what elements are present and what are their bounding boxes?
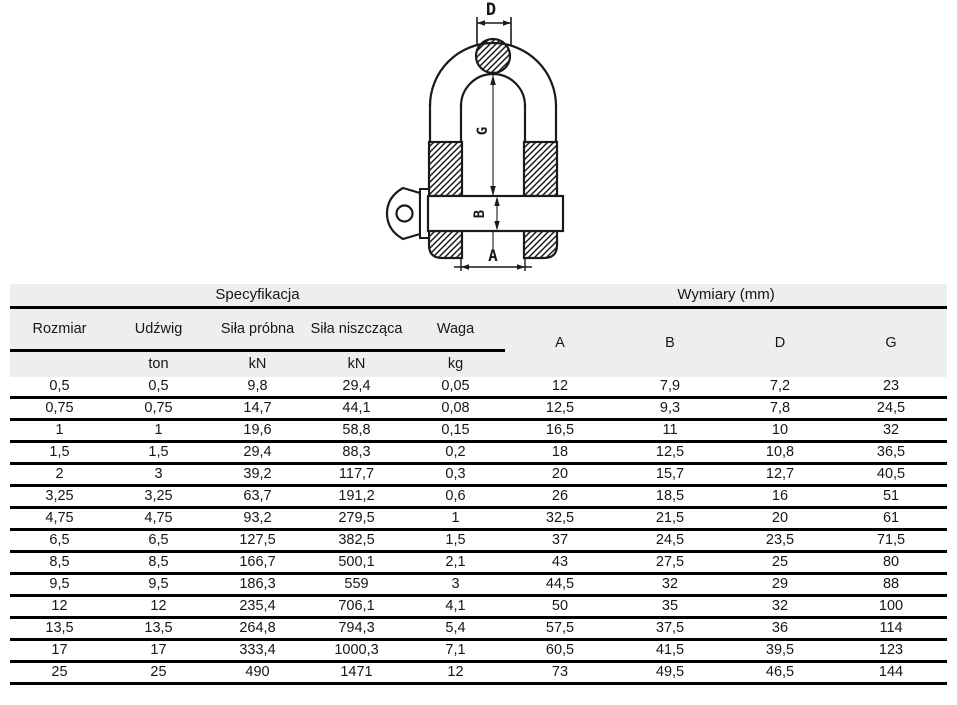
table-cell: 20 [725, 508, 835, 530]
table-cell: 0,75 [10, 398, 109, 420]
table-cell: 11 [615, 420, 725, 442]
col-header-a: A [505, 308, 615, 378]
table-cell: 235,4 [208, 596, 307, 618]
table-cell: 46,5 [725, 662, 835, 684]
table-cell: 18,5 [615, 486, 725, 508]
table-cell: 25 [109, 662, 208, 684]
table-cell: 9,5 [109, 574, 208, 596]
table-cell: 3 [109, 464, 208, 486]
table-cell: 88,3 [307, 442, 406, 464]
table-cell: 19,6 [208, 420, 307, 442]
table-cell: 3,25 [109, 486, 208, 508]
table-cell: 29,4 [307, 377, 406, 398]
table-cell: 6,5 [10, 530, 109, 552]
table-row [10, 530, 947, 552]
table-cell: 44,1 [307, 398, 406, 420]
table-cell: 24,5 [615, 530, 725, 552]
table-row [10, 552, 947, 574]
table-cell: 12,5 [505, 398, 615, 420]
table-cell: 559 [307, 574, 406, 596]
shackle-pin [428, 196, 563, 231]
spec-table-header [10, 284, 947, 377]
table-cell: 27,5 [615, 552, 725, 574]
table-cell: 1471 [307, 662, 406, 684]
unit-rozmiar [10, 351, 109, 378]
table-cell: 7,1 [406, 640, 505, 662]
table-row [10, 420, 947, 442]
table-cell: 1 [406, 508, 505, 530]
spec-table [10, 284, 947, 685]
table-cell: 13,5 [10, 618, 109, 640]
table-cell: 0,6 [406, 486, 505, 508]
table-cell: 0,2 [406, 442, 505, 464]
table-cell: 1000,3 [307, 640, 406, 662]
table-cell: 9,5 [10, 574, 109, 596]
table-cell: 58,8 [307, 420, 406, 442]
table-row [10, 442, 947, 464]
table-row [10, 574, 947, 596]
table-cell: 32 [615, 574, 725, 596]
table-cell: 16 [725, 486, 835, 508]
group-header-wymiary: Wymiary (mm) [505, 284, 947, 308]
table-cell: 17 [10, 640, 109, 662]
table-cell: 0,75 [109, 398, 208, 420]
table-cell: 73 [505, 662, 615, 684]
table-cell: 21,5 [615, 508, 725, 530]
table-cell: 264,8 [208, 618, 307, 640]
table-cell: 7,8 [725, 398, 835, 420]
table-cell: 3,25 [10, 486, 109, 508]
table-row [10, 508, 947, 530]
table-cell: 0,15 [406, 420, 505, 442]
table-cell: 13,5 [109, 618, 208, 640]
table-row [10, 398, 947, 420]
table-cell: 191,2 [307, 486, 406, 508]
table-cell: 1,5 [406, 530, 505, 552]
table-row [10, 596, 947, 618]
table-row [10, 486, 947, 508]
left-lower-lug [429, 231, 462, 258]
col-header-sila-probna: Siła próbna [208, 308, 307, 351]
spec-table-body [10, 377, 947, 684]
table-cell: 57,5 [505, 618, 615, 640]
table-cell: 37 [505, 530, 615, 552]
table-cell: 279,5 [307, 508, 406, 530]
unit-sila-niszczaca: kN [307, 351, 406, 378]
table-cell: 15,7 [615, 464, 725, 486]
table-cell: 51 [835, 486, 947, 508]
table-cell: 20 [505, 464, 615, 486]
table-cell: 25 [10, 662, 109, 684]
table-cell: 0,5 [109, 377, 208, 398]
table-cell: 12 [109, 596, 208, 618]
table-cell: 36,5 [835, 442, 947, 464]
table-cell: 23 [835, 377, 947, 398]
table-cell: 25 [725, 552, 835, 574]
table-cell: 0,05 [406, 377, 505, 398]
table-cell: 93,2 [208, 508, 307, 530]
table-cell: 44,5 [505, 574, 615, 596]
table-row [10, 618, 947, 640]
dim-label-a: A [488, 246, 498, 265]
table-cell: 0,08 [406, 398, 505, 420]
table-cell: 9,8 [208, 377, 307, 398]
table-cell: 0,3 [406, 464, 505, 486]
pin-eye-hole [397, 206, 413, 222]
table-cell: 794,3 [307, 618, 406, 640]
table-cell: 8,5 [10, 552, 109, 574]
table-cell: 3 [406, 574, 505, 596]
table-cell: 100 [835, 596, 947, 618]
table-cell: 24,5 [835, 398, 947, 420]
table-cell: 14,7 [208, 398, 307, 420]
col-header-waga: Waga [406, 308, 505, 351]
right-upper-lug [524, 142, 557, 196]
table-cell: 35 [615, 596, 725, 618]
table-row [10, 662, 947, 684]
table-cell: 186,3 [208, 574, 307, 596]
table-cell: 4,75 [10, 508, 109, 530]
table-cell: 49,5 [615, 662, 725, 684]
shackle-drawing-svg [380, 0, 610, 285]
table-cell: 382,5 [307, 530, 406, 552]
table-cell: 2,1 [406, 552, 505, 574]
table-cell: 12,7 [725, 464, 835, 486]
table-cell: 39,5 [725, 640, 835, 662]
table-cell: 9,3 [615, 398, 725, 420]
table-cell: 71,5 [835, 530, 947, 552]
table-cell: 29,4 [208, 442, 307, 464]
table-cell: 23,5 [725, 530, 835, 552]
dim-label-d: D [485, 0, 497, 20]
table-cell: 39,2 [208, 464, 307, 486]
dim-label-g: G [475, 126, 491, 136]
table-cell: 500,1 [307, 552, 406, 574]
unit-waga: kg [406, 351, 505, 378]
table-cell: 10,8 [725, 442, 835, 464]
table-cell: 4,1 [406, 596, 505, 618]
col-header-sila-niszczaca: Siła niszcząca [307, 308, 406, 351]
table-cell: 1 [10, 420, 109, 442]
table-cell: 0,5 [10, 377, 109, 398]
table-cell: 5,4 [406, 618, 505, 640]
col-header-b: B [615, 308, 725, 378]
table-cell: 490 [208, 662, 307, 684]
table-cell: 6,5 [109, 530, 208, 552]
unit-sila-probna: kN [208, 351, 307, 378]
table-cell: 2 [10, 464, 109, 486]
col-header-rozmiar: Rozmiar [10, 308, 109, 351]
table-cell: 32,5 [505, 508, 615, 530]
table-cell: 4,75 [109, 508, 208, 530]
table-cell: 41,5 [615, 640, 725, 662]
table-cell: 114 [835, 618, 947, 640]
table-cell: 123 [835, 640, 947, 662]
table-cell: 333,4 [208, 640, 307, 662]
table-cell: 17 [109, 640, 208, 662]
table-cell: 1 [109, 420, 208, 442]
unit-udzwig: ton [109, 351, 208, 378]
right-lower-lug [524, 231, 557, 258]
table-row [10, 464, 947, 486]
table-cell: 7,2 [725, 377, 835, 398]
table-cell: 61 [835, 508, 947, 530]
table-cell: 36 [725, 618, 835, 640]
table-cell: 40,5 [835, 464, 947, 486]
table-cell: 16,5 [505, 420, 615, 442]
table-cell: 43 [505, 552, 615, 574]
dim-label-b: B [472, 209, 488, 219]
table-cell: 63,7 [208, 486, 307, 508]
table-cell: 144 [835, 662, 947, 684]
left-upper-lug [429, 142, 462, 196]
table-cell: 1,5 [10, 442, 109, 464]
table-cell: 37,5 [615, 618, 725, 640]
shackle-diagram [380, 0, 610, 285]
table-cell: 127,5 [208, 530, 307, 552]
table-cell: 7,9 [615, 377, 725, 398]
table-cell: 706,1 [307, 596, 406, 618]
table-cell: 60,5 [505, 640, 615, 662]
col-header-g: G [835, 308, 947, 378]
table-cell: 80 [835, 552, 947, 574]
group-header-specyfikacja: Specyfikacja [10, 284, 505, 308]
table-cell: 12 [10, 596, 109, 618]
col-header-d: D [725, 308, 835, 378]
table-cell: 166,7 [208, 552, 307, 574]
table-cell: 12,5 [615, 442, 725, 464]
table-cell: 32 [835, 420, 947, 442]
table-cell: 29 [725, 574, 835, 596]
table-cell: 12 [406, 662, 505, 684]
table-cell: 26 [505, 486, 615, 508]
table-cell: 12 [505, 377, 615, 398]
table-cell: 10 [725, 420, 835, 442]
col-header-udzwig: Udźwig [109, 308, 208, 351]
table-cell: 18 [505, 442, 615, 464]
table-row [10, 377, 947, 398]
table-cell: 117,7 [307, 464, 406, 486]
table-cell: 50 [505, 596, 615, 618]
table-cell: 8,5 [109, 552, 208, 574]
table-cell: 32 [725, 596, 835, 618]
table-cell: 88 [835, 574, 947, 596]
table-row [10, 640, 947, 662]
bow-section-circle [476, 39, 510, 73]
table-cell: 1,5 [109, 442, 208, 464]
